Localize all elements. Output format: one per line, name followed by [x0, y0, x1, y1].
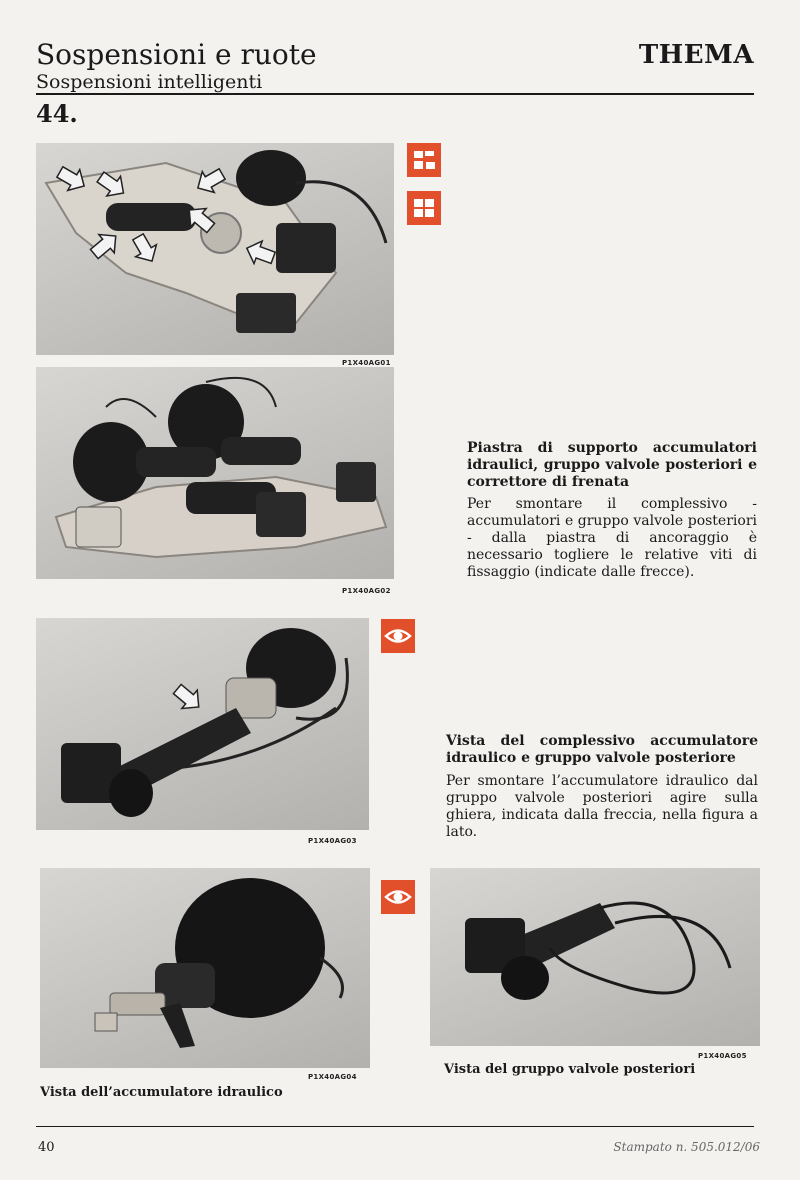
page-subtitle: Sospensioni intelligenti	[36, 71, 263, 93]
section-body: Per smontare il complessivo - accumulatori e gruppo valvole posteriori - dalla piastra di ancoraggio è necessario togliere le relative viti di fissaggio (indicate dalle frecce).	[467, 496, 757, 580]
section-body: Per smontare l’accumulatore idraulico dal gruppo valvole posteriori agire sulla ghiera, indicata dalla freccia, nella figura a lato.	[446, 773, 758, 840]
figure-caption: Vista dell’accumulatore idraulico	[40, 1085, 283, 1100]
remove-icon	[407, 143, 441, 177]
photo-rear-valve-group	[430, 868, 760, 1046]
figure-code: P1X40AG05	[698, 1052, 747, 1060]
footer-rule	[36, 1126, 754, 1127]
page-number: 40	[38, 1140, 55, 1155]
page-title: Sospensioni e ruote	[36, 38, 317, 71]
brand-label: THEMA	[638, 40, 754, 70]
section-heading: Piastra di supporto accumulatori idraulici, gruppo valvole posteriori e correttore di frenata	[467, 440, 757, 490]
figure-code: P1X40AG01	[342, 359, 391, 367]
eye-icon	[381, 880, 415, 914]
section-number: 44.	[36, 99, 78, 128]
section-heading: Vista del complessivo accumulatore idraulico e gruppo valvole posteriore	[446, 733, 758, 766]
photo-accumulator-valve-group	[36, 618, 369, 830]
refit-icon	[407, 191, 441, 225]
figure-code: P1X40AG02	[342, 587, 391, 595]
print-reference: Stampato n. 505.012/06	[613, 1140, 760, 1154]
header-rule	[36, 93, 754, 95]
figure-code: P1X40AG04	[308, 1073, 357, 1081]
photo-support-plate	[36, 143, 394, 355]
eye-icon	[381, 619, 415, 653]
photo-hydraulic-accumulator	[40, 868, 370, 1068]
figure-caption: Vista del gruppo valvole posteriori	[444, 1062, 696, 1077]
figure-code: P1X40AG03	[308, 837, 357, 845]
photo-accumulator-assembly	[36, 367, 394, 579]
